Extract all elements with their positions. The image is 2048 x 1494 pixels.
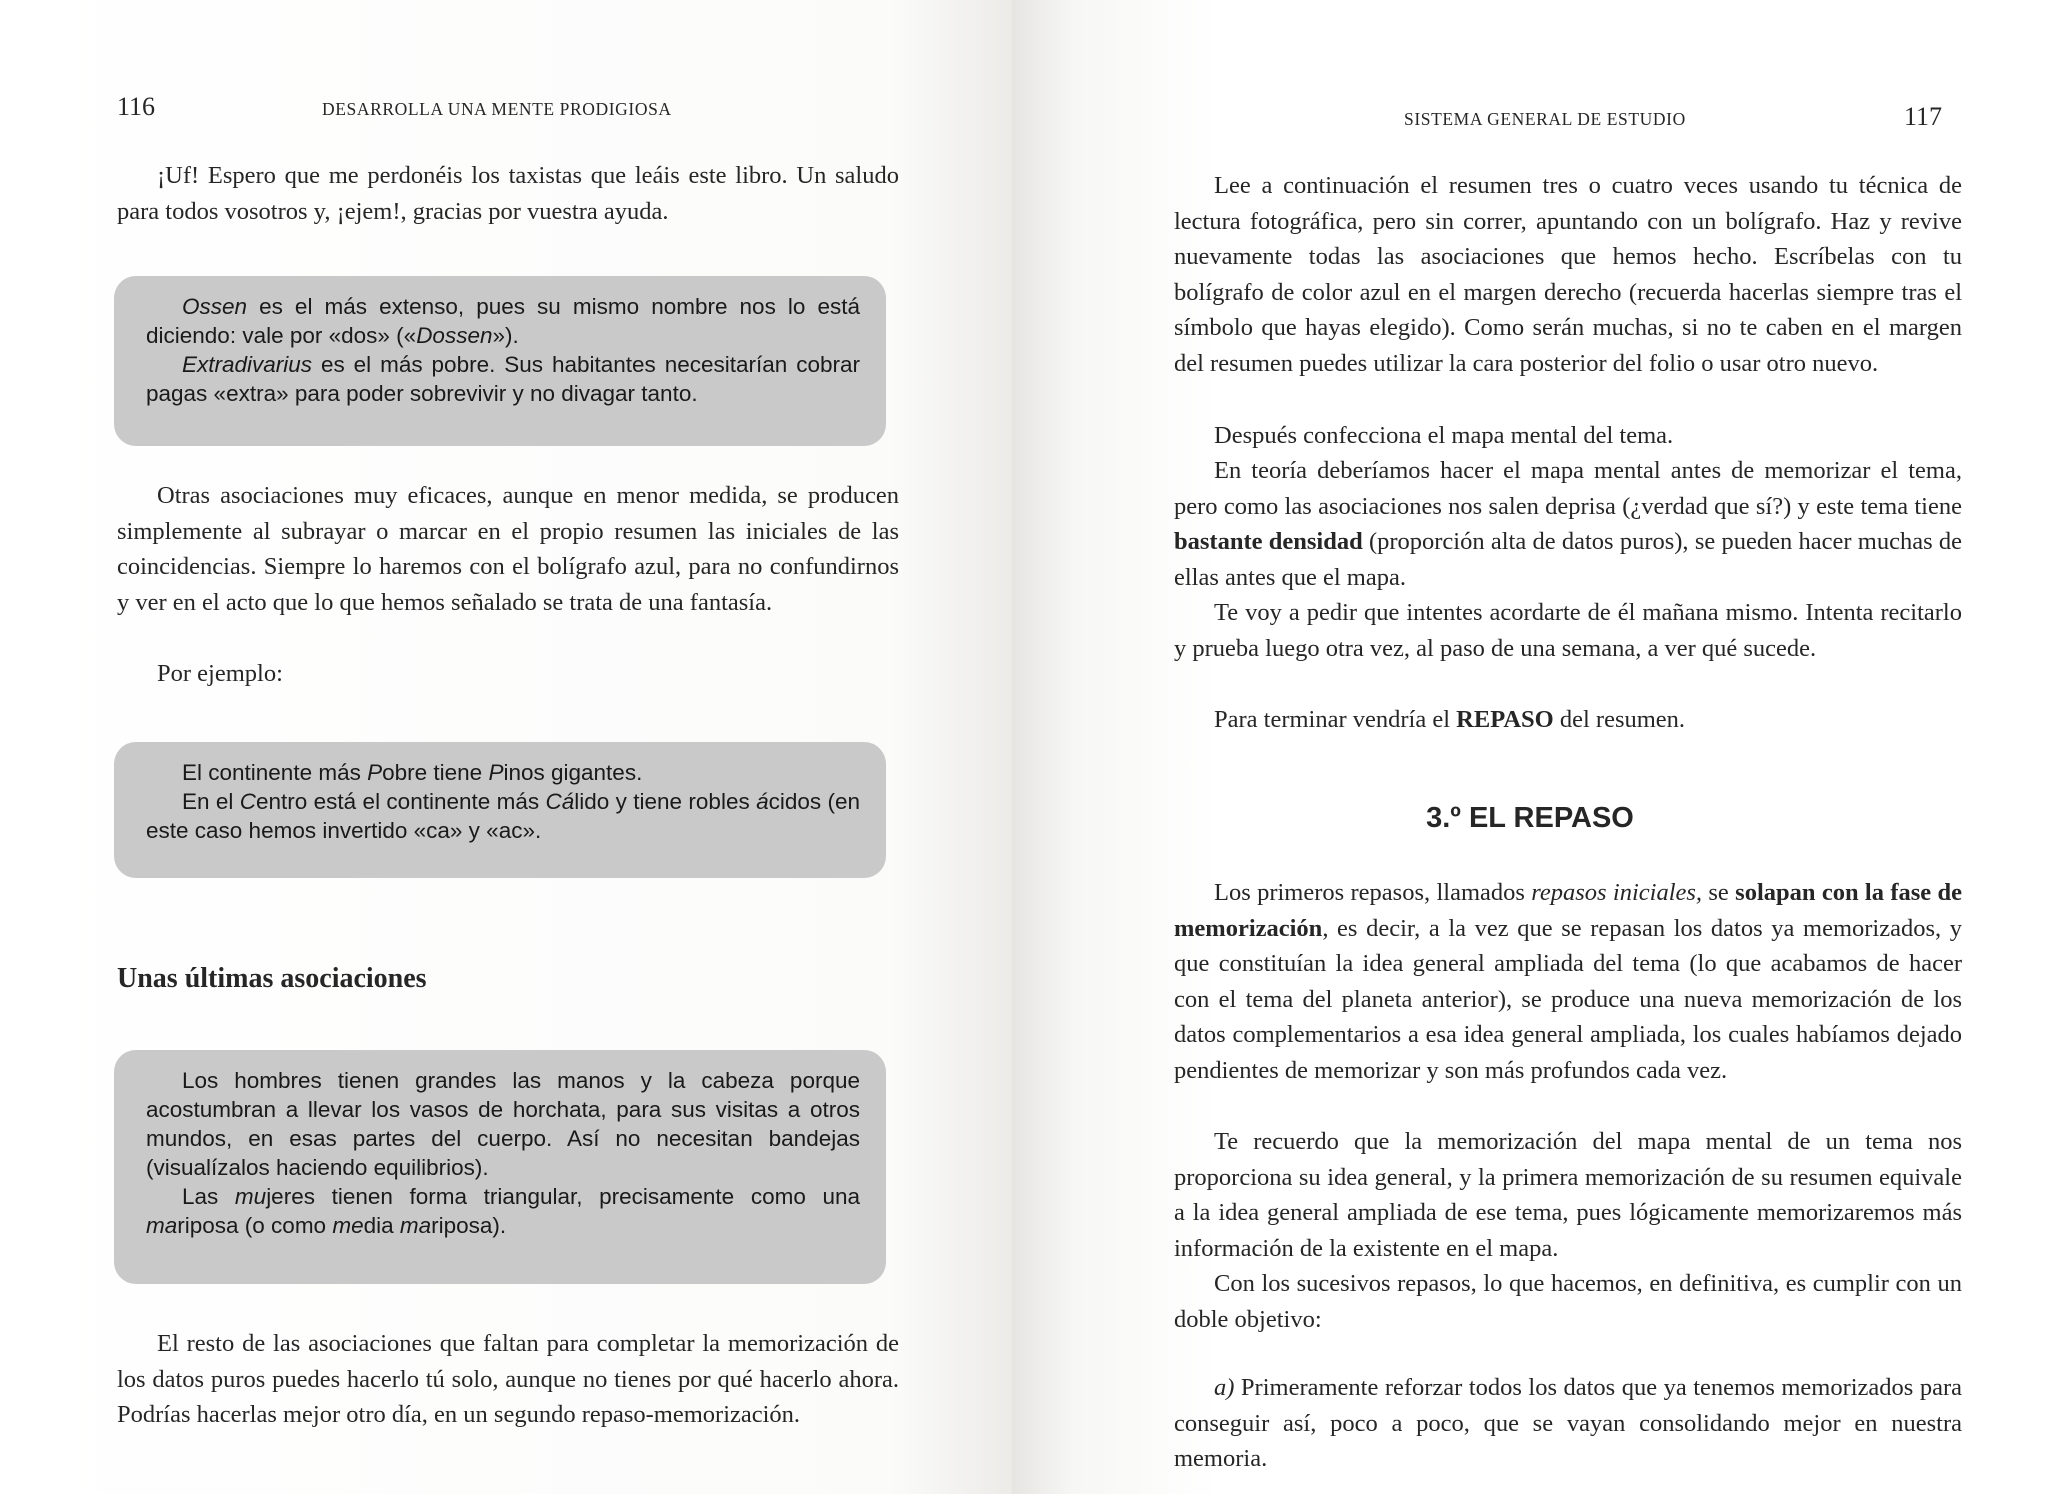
- box3-line-2: Las mujeres tienen forma triangular, precisamente como una mariposa (o como media mariposa).: [146, 1184, 861, 1238]
- box3-line-1: Los hombres tienen grandes las manos y la cabeza porque acostumbran a llevar los vasos de horchata, para sus visitas a otros mundos, en esas partes del cuerpo. Así no necesitan bandejas (visualízalos haciendo equilibrios).: [146, 1068, 860, 1180]
- left-paragraph-3: Por ejemplo:: [157, 660, 283, 687]
- right-paragraph-9: a) Primeramente reforzar todos los datos que ya tenemos memorizados para conseguir así, poco a poco, que se vayan consolidando mejor en nuestra memoria.: [1174, 1374, 1962, 1473]
- right-paragraph-4: Te voy a pedir que intentes acordarte de él mañana mismo. Intenta recitarlo y prueba luego otra vez, al paso de una semana, a ver qué sucede.: [1174, 599, 1962, 662]
- example-box-3: [114, 1050, 886, 1284]
- box2-line-1: El continente más Pobre tiene Pinos gigantes.: [182, 760, 643, 785]
- right-paragraph-1: Lee a continuación el resumen tres o cuatro veces usando tu técnica de lectura fotográfica, pero sin correr, apuntando con un bolígrafo. Haz y revive nuevamente todas las asociaciones que hemos hecho. Escríbelas con tu bolígrafo de color azul en el margen derecho (recuerda hacerlas siempre tras el símbolo que hayas elegido). Como serán muchas, si no te caben en el margen del resumen puedes utilizar la cara posterior del folio o usar otro nuevo.: [1174, 172, 1962, 377]
- subheading: Unas últimas asociaciones: [117, 963, 427, 994]
- box1-line-1: Ossen es el más extenso, pues su mismo nombre nos lo está diciendo: vale por «dos» («Dossen»).: [146, 294, 860, 348]
- left-paragraph-1: ¡Uf! Espero que me perdonéis los taxistas que leáis este libro. Un saludo para todos vosotros y, ¡ejem!, gracias por vuestra ayuda.: [117, 162, 899, 225]
- right-page: [1012, 0, 2048, 1494]
- right-paragraph-8: Con los sucesivos repasos, lo que hacemos, en definitiva, es cumplir con un doble objetivo:: [1174, 1270, 1962, 1333]
- left-page-number: 116: [117, 92, 156, 121]
- left-paragraph-4: El resto de las asociaciones que faltan para completar la memorización de los datos puros puedes hacerlo tú solo, aunque no tienes por qué hacerlo ahora. Podrías hacerlas mejor otro día, en un segundo repaso-memorización.: [117, 1330, 899, 1429]
- left-page: [0, 0, 1012, 1494]
- right-paragraph-3: En teoría deberíamos hacer el mapa mental antes de memorizar el tema, pero como las asociaciones nos salen deprisa (¿verdad que sí?) y este tema tiene bastante densidad (proporción alta de datos puros), se pueden hacer muchas de ellas antes que el mapa.: [1174, 457, 1962, 591]
- right-paragraph-5: Para terminar vendría el REPASO del resumen.: [1214, 706, 1686, 733]
- box2-line-2: En el Centro está el continente más Cálido y tiene robles ácidos (en este caso hemos invertido «ca» y «ac».: [146, 789, 861, 843]
- right-page-number: 117: [1904, 102, 1943, 131]
- right-paragraph-6: Los primeros repasos, llamados repasos iniciales, se solapan con la fase de memorización, es decir, a la vez que se repasan los datos ya memorizados, y que constituían la idea general ampliada del tema (lo que acabamos de hacer con el tema del planeta anterior), se produce una nueva memorización de los datos complementarios a esa idea general ampliada, los cuales habíamos dejado pendientes de memorizar y son más profundos cada vez.: [1174, 879, 1962, 1084]
- left-paragraph-2: Otras asociaciones muy eficaces, aunque en menor medida, se producen simplemente al subrayar o marcar en el propio resumen las iniciales de las coincidencias. Siempre lo haremos con el bolígrafo azul, para no confundirnos y ver en el acto que lo que hemos señalado se trata de una fantasía.: [117, 482, 899, 616]
- example-box-1: [114, 276, 886, 446]
- box1-line-2: Extradivarius es el más pobre. Sus habitantes necesitarían cobrar pagas «extra» para poder sobrevivir y no divagar tanto.: [146, 352, 860, 406]
- right-paragraph-2: Después confecciona el mapa mental del tema.: [1214, 422, 1674, 449]
- section-title: 3.º EL REPASO: [1426, 802, 1634, 834]
- right-running-head: SISTEMA GENERAL DE ESTUDIO: [1404, 109, 1686, 129]
- left-running-head: DESARROLLA UNA MENTE PRODIGIOSA: [322, 99, 672, 119]
- right-paragraph-7: Te recuerdo que la memorización del mapa mental de un tema nos proporciona su idea general, y la primera memorización de su resumen equivale a la idea general ampliada de ese tema, pues lógicamente memorizaremos más información de la existente en el mapa.: [1174, 1128, 1962, 1262]
- example-box-2: [114, 742, 886, 878]
